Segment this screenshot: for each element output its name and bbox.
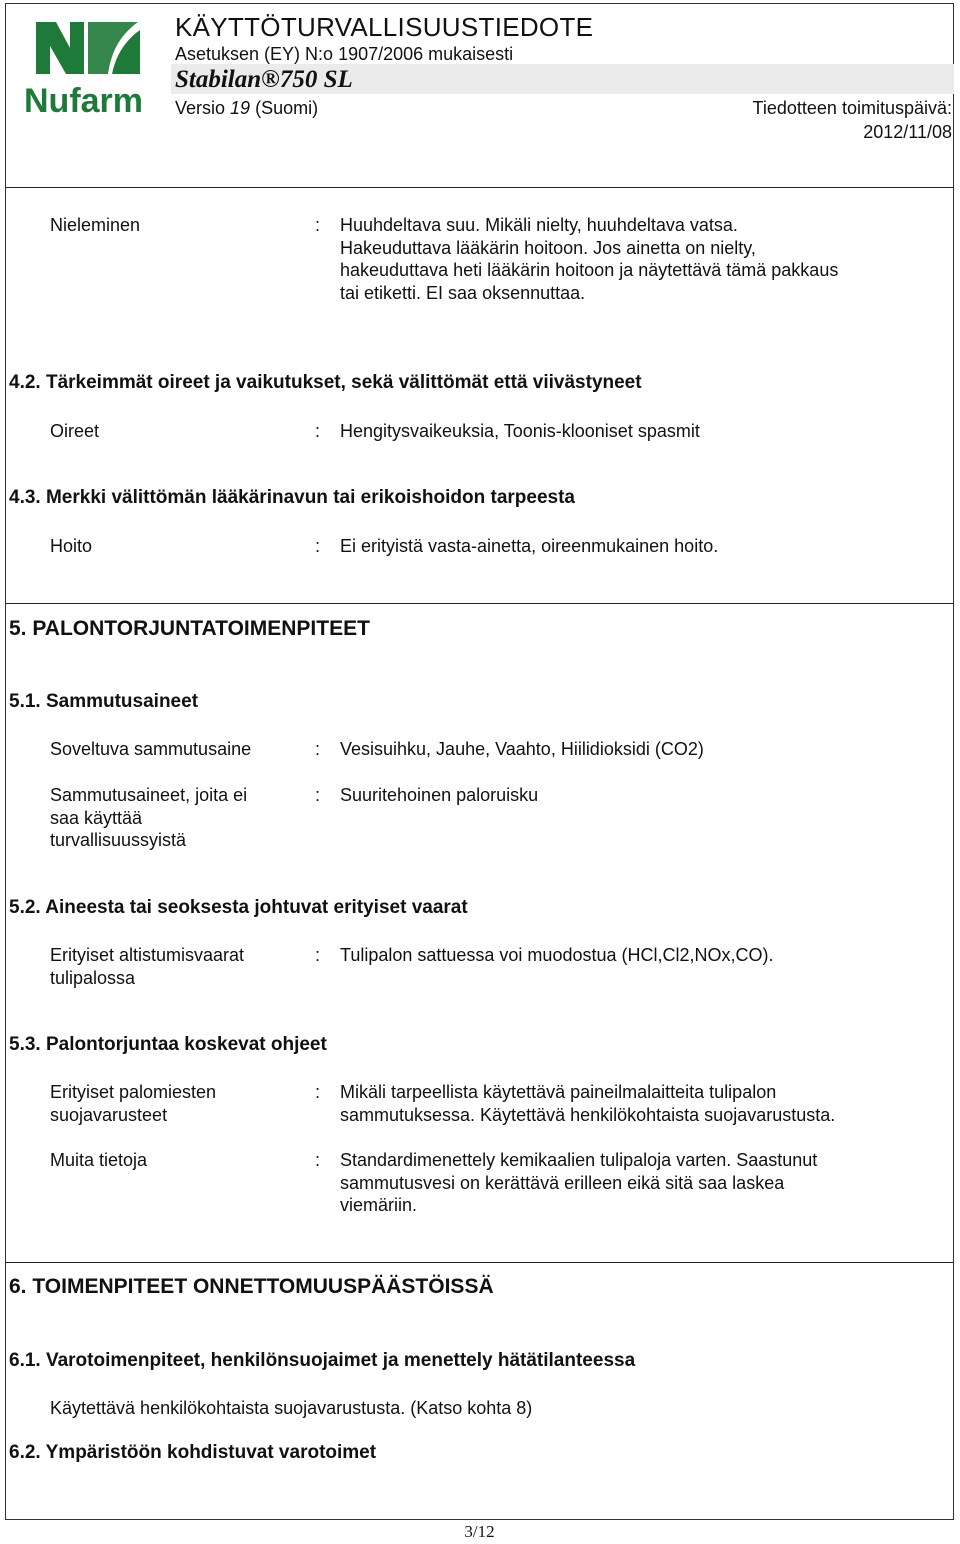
unsuitable-media-value: Suuritehoinen paloruisku [340,785,539,805]
section-5-2-heading: 5.2. Aineesta tai seoksesta johtuvat erityiset vaarat [9,897,468,918]
version-label: Versio [175,98,226,118]
section-5-1-heading: 5.1. Sammutusaineet [9,691,199,712]
separator: : [315,215,321,235]
separator: : [315,785,321,805]
separator: : [315,536,321,556]
suitable-media-label: Soveltuva sammutusaine [50,739,252,759]
suitable-media-value: Vesisuihku, Jauhe, Vaahto, Hiilidioksidi (CO2) [340,739,704,759]
issue-date: 2012/11/08 [863,122,952,142]
section-4-2-heading: 4.2. Tärkeimmät oireet ja vaikutukset, sekä välittömät että viivästyneet [9,372,642,393]
version-number: 19 [230,98,251,118]
section-5-3-heading: 5.3. Palontorjuntaa koskevat ohjeet [9,1034,327,1055]
svg-text:Nufarm: Nufarm [24,82,144,120]
version-info [175,98,318,119]
header-divider [5,187,954,188]
issue-date-label: Tiedotteen toimituspäivä: [752,98,952,118]
unsuitable-media-label: Sammutusaineet, joita ei saa käyttää turvallisuussyistä [50,785,248,850]
swallowing-label: Nieleminen [50,215,141,235]
section-6-1-heading: 6.1. Varotoimenpiteet, henkilönsuojaimet ja menettely hätätilanteessa [9,1350,636,1371]
nufarm-logo [22,14,152,120]
section-4-3-heading: 4.3. Merkki välittömän lääkärinavun tai erikoishoidon tarpeesta [9,487,575,508]
page-number: 3/12 [464,1522,495,1541]
treatment-label: Hoito [50,536,93,556]
separator: : [315,945,321,965]
firefighter-ppe-label: Erityiset palomiesten suojavarusteet [50,1082,217,1125]
special-hazards-label: Erityiset altistumisvaarat tulipalossa [50,945,245,988]
separator: : [315,1082,321,1102]
section-6-2-heading: 6.2. Ympäristöön kohdistuvat varotoimet [9,1442,377,1463]
product-band [171,64,954,94]
section-5-heading: 5. PALONTORJUNTATOIMENPITEET [9,617,370,640]
swallowing-value: Huuhdeltava suu. Mikäli nielty, huuhdeltava vatsa. Hakeuduttava lääkärin hoitoon. Jos ainetta on nielty, hakeuduttava heti lääkärin hoitoon ja näytettävä tämä pakkaus tai etiketti. EI saa oksennuttaa. [340,215,839,303]
section-6-heading: 6. TOIMENPITEET ONNETTOMUUSPÄÄSTÖISSÄ [9,1275,494,1298]
symptoms-value: Hengitysvaikeuksia, Toonis-klooniset spasmit [340,421,700,441]
regulation-text: Asetuksen (EY) N:o 1907/2006 mukaisesti [175,44,514,64]
symptoms-label: Oireet [50,421,100,441]
product-name: Stabilan®750 SL [175,66,353,93]
other-info-value: Standardimenettely kemikaalien tulipaloja varten. Saastunut sammutusvesi on kerättävä erilleen eikä sitä saa laskea viemäriin. [340,1150,818,1215]
document-title: KÄYTTÖTURVALLISUUSTIEDOTE [175,12,594,42]
page-footer [5,1519,954,1542]
separator: : [315,1150,321,1170]
section-divider [5,603,954,604]
firefighter-ppe-value: Mikäli tarpeellista käytettävä paineilmalaitteita tulipalon sammutuksessa. Käytettävä henkilökohtaista suojavarustusta. [340,1082,836,1125]
separator: : [315,421,321,441]
section-6-1-text: Käytettävä henkilökohtaista suojavarustusta. (Katso kohta 8) [50,1398,533,1418]
separator: : [315,739,321,759]
treatment-value: Ei erityistä vasta-ainetta, oireenmukainen hoito. [340,536,719,556]
other-info-label: Muita tietoja [50,1150,148,1170]
section-divider [5,1262,954,1263]
version-language: (Suomi) [255,98,319,118]
special-hazards-value: Tulipalon sattuessa voi muodostua (HCl,Cl2,NOx,CO). [340,945,774,965]
